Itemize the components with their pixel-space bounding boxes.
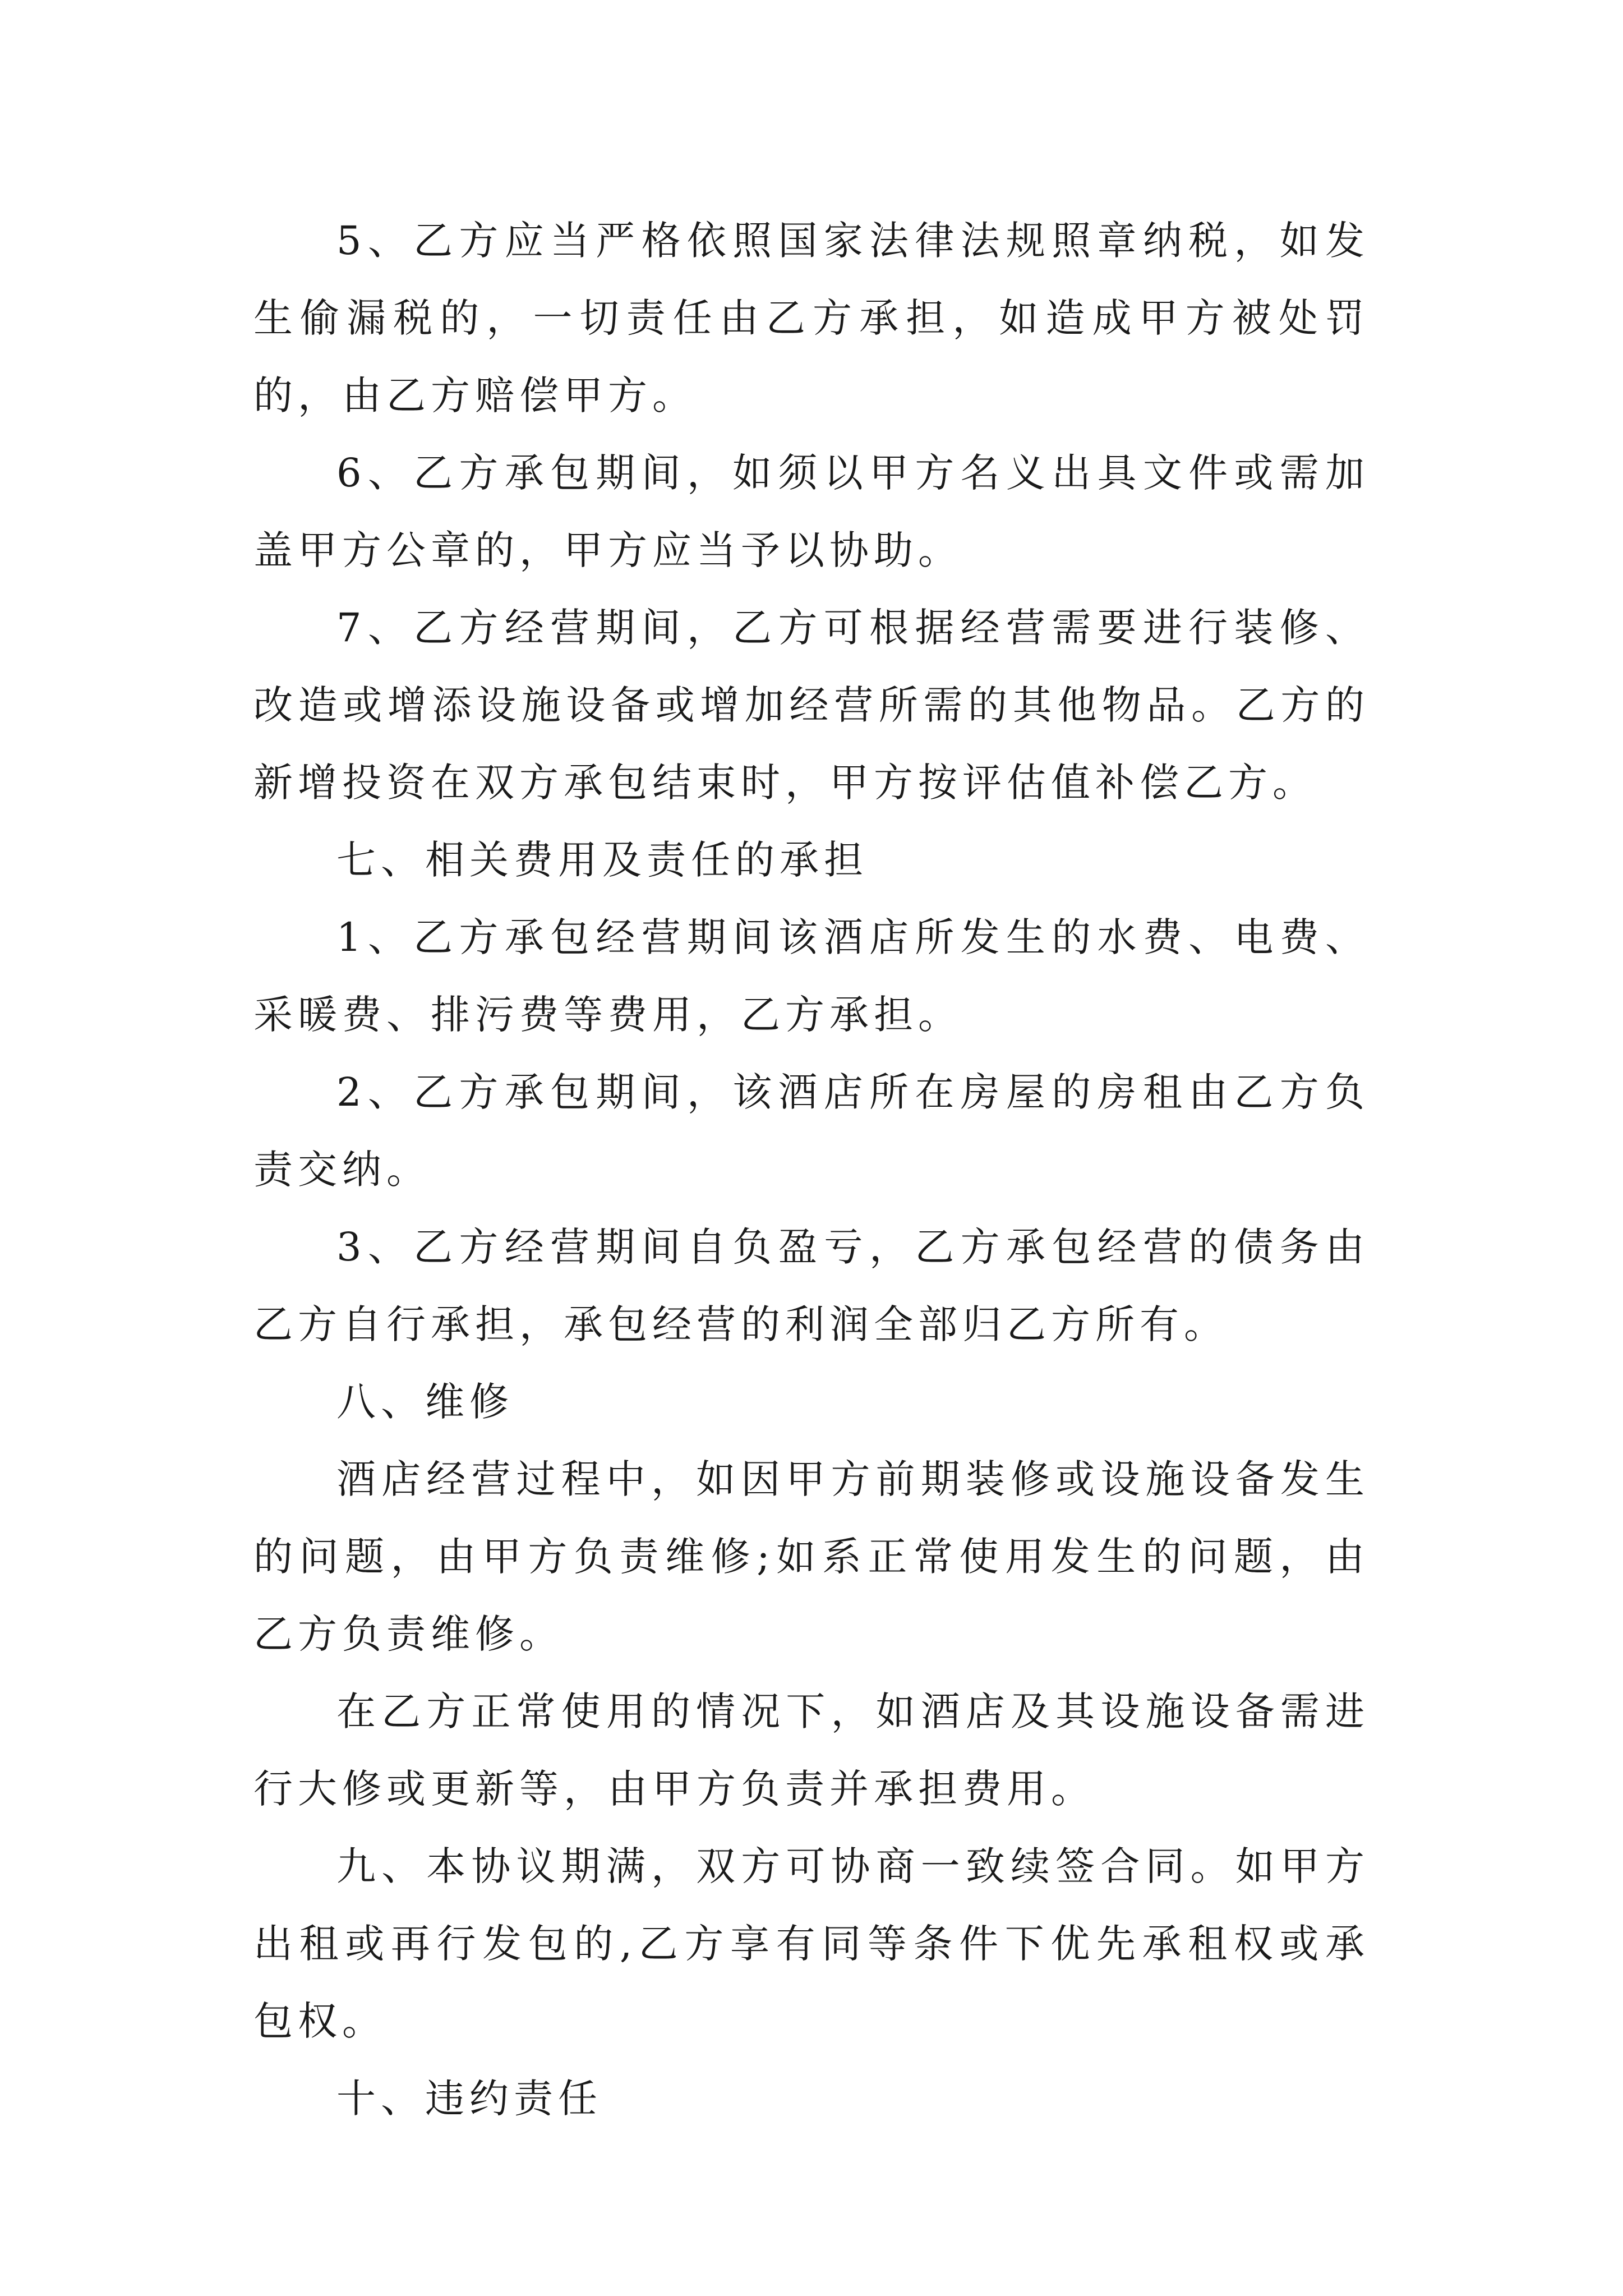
section-heading-liability: 十、违约责任 bbox=[336, 2076, 602, 2122]
section-heading-maintenance: 八、维修 bbox=[336, 1379, 514, 1425]
paragraph-profit-loss-clause: 3、乙方经营期间自负盈亏，乙方承包经营的债务由乙方自行承担，承包经营的利润全部归乙方所有。 bbox=[253, 1224, 1370, 1347]
paragraph-seal-clause: 6、乙方承包期间，如须以甲方名义出具文件或需加盖甲方公章的，甲方应当予以协助。 bbox=[253, 450, 1370, 573]
paragraph-rent-clause: 2、乙方承包期间，该酒店所在房屋的房租由乙方负责交纳。 bbox=[253, 1069, 1370, 1193]
paragraph-tax-clause: 5、乙方应当严格依照国家法律法规照章纳税，如发生偷漏税的，一切责任由乙方承担，如造成甲方被处罚的，由乙方赔偿甲方。 bbox=[253, 218, 1370, 418]
document-body bbox=[253, 202, 1370, 2137]
paragraph-utilities-clause: 1、乙方承包经营期间该酒店所发生的水费、电费、采暖费、排污费等费用，乙方承担。 bbox=[253, 914, 1370, 1038]
paragraph-renovation-clause: 7、乙方经营期间，乙方可根据经营需要进行装修、改造或增添设施设备或增加经营所需的其他物品。乙方的新增投资在双方承包结束时，甲方按评估值补偿乙方。 bbox=[253, 605, 1370, 806]
section-heading-costs: 七、相关费用及责任的承担 bbox=[336, 837, 868, 883]
paragraph-repair-clause: 酒店经营过程中，如因甲方前期装修或设施设备发生的问题，由甲方负责维修;如系正常使用发生的问题，由乙方负责维修。 bbox=[253, 1456, 1370, 1657]
paragraph-overhaul-clause: 在乙方正常使用的情况下，如酒店及其设施设备需进行大修或更新等，由甲方负责并承担费用。 bbox=[253, 1688, 1370, 1812]
section-renewal-clause: 九、本协议期满，双方可协商一致续签合同。如甲方出租或再行发包的,乙方享有同等条件下优先承租权或承包权。 bbox=[253, 1843, 1370, 2044]
